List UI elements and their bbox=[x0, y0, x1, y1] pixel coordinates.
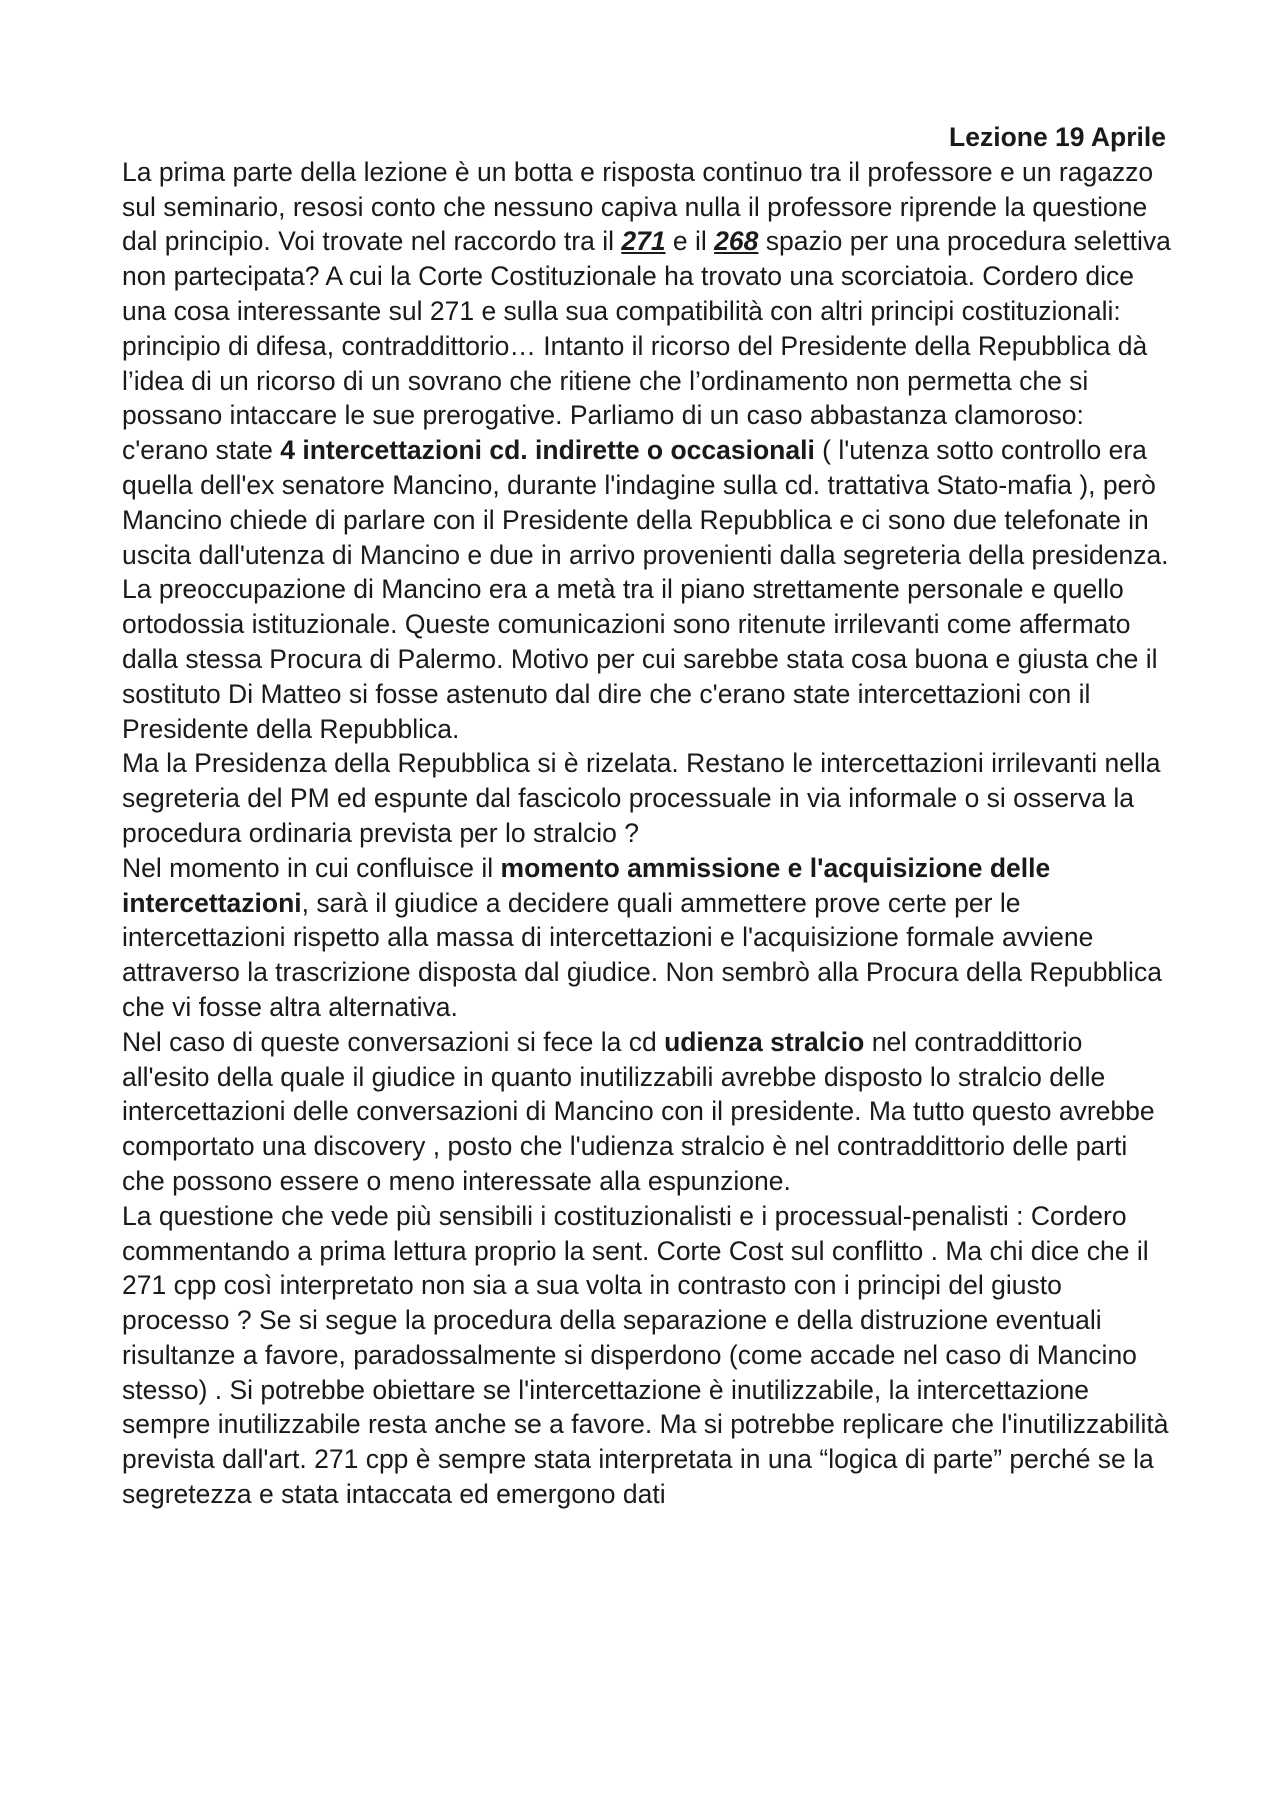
document-page bbox=[122, 120, 1172, 1512]
text-segment: Nel caso di queste conversazioni si fece la cd bbox=[122, 1026, 665, 1057]
bold-phrase: 4 intercettazioni cd. indirette o occasionali bbox=[280, 435, 815, 466]
text-segment: nel contraddittorio all'esito della quale il giudice in quanto inutilizzabili avrebbe disposto lo stralcio delle intercettazioni delle conversazioni di Mancino con il presidente. Ma tutto questo avrebbe comportato una discovery , posto che l'udienza stralcio è nel contraddittorio delle parti che possono essere o meno interessate alla espunzione. bbox=[122, 1026, 1155, 1196]
text-segment: La prima parte della lezione è un botta e risposta continuo tra il professore e un ragazzo sul seminario, resosi conto che nessuno capiva nulla il professore riprende la questione dal principio. Voi trovate nel raccordo tra il bbox=[122, 156, 1154, 257]
text-segment: Nel momento in cui confluisce il bbox=[122, 852, 501, 883]
text-segment: Ma la Presidenza della Repubblica si è rizelata. Restano le intercettazioni irrilevanti nella segreteria del PM ed espunte dal fascicolo processuale in via informale o si osserva la procedura ordinaria prevista per lo stralcio ? bbox=[122, 748, 1161, 848]
text-segment: ( l'utenza sotto controllo era quella dell'ex senatore Mancino, durante l'indagine sulla cd. trattativa Stato-mafia ), però Mancino chiede di parlare con il Presidente della Repubblica e ci sono due telefonate in uscita dall'utenza di Mancino e due in arrivo provenienti dalla segreteria della presidenza. La preoccupazione di Mancino era a metà tra il piano strettamente personale e quello ortodossia istituzionale. Queste comunicazioni sono ritenute irrilevanti come affermato dalla stessa Procura di Palermo. Motivo per cui sarebbe stata cosa buona e giusta che il sostituto Di Matteo si fosse astenuto dal dire che c'erano state intercettazioni con il Presidente della Repubblica. bbox=[122, 435, 1169, 744]
text-segment: e il bbox=[665, 226, 715, 257]
text-segment: La questione che vede più sensibili i costituzionalisti e i processual-penalisti : Cordero commentando a prima lettura proprio la sent. Corte Cost sul conflitto . Ma chi dice che il 271 cpp così interpretato non sia a sua volta in contrasto con i principi del giusto processo ? Se si segue la procedura della separazione e della distruzione eventuali risultanze a favore, paradossalmente si disperdono (come accade nel caso di Mancino stesso) . Si potrebbe obiettare se l'intercettazione è inutilizzabile, la intercettazione sempre inutilizzabile resta anche se a favore. Ma si potrebbe replicare che l'inutilizzabilità prevista dall'art. 271 cpp è sempre stata interpretata in una “logica di parte” perché se la segretezza e stata intaccata ed emergono dati bbox=[122, 1200, 1169, 1510]
text-segment: spazio per una procedura selettiva non partecipata? A cui la Corte Costituzionale ha trovato una scorciatoia. Cordero dice una cosa interessante sul 271 e sulla sua compatibilità con altri principi costituzionali: principio di difesa, contraddittorio… Intanto il ricorso del Presidente della Repubblica dà l’idea di un ricorso di un sovrano che ritiene che l’ordinamento non permetta che si possano intaccare le sue prerogative. Parliamo di un caso abbastanza clamoroso: c'erano state bbox=[122, 226, 1171, 466]
bold-phrase: momento ammissione e l'acquisizione delle intercettazioni bbox=[122, 852, 1051, 918]
text-segment: , sarà il giudice a decidere quali ammettere prove certe per le intercettazioni rispetto alla massa di intercettazioni e l'acquisizione formale avviene attraverso la trascrizione disposta dal giudice. Non sembrò alla Procura della Repubblica che vi fosse altra alternativa. bbox=[122, 887, 1162, 1022]
bold-phrase: udienza stralcio bbox=[664, 1026, 865, 1057]
paragraph bbox=[122, 1025, 1172, 1199]
paragraph bbox=[122, 851, 1172, 1025]
document-body bbox=[122, 155, 1172, 1512]
paragraph bbox=[122, 155, 1172, 747]
paragraph bbox=[122, 746, 1172, 850]
paragraph bbox=[122, 1199, 1172, 1512]
article-reference: 268 bbox=[714, 226, 759, 257]
document-title: Lezione 19 Aprile bbox=[949, 122, 1166, 152]
article-reference: 271 bbox=[621, 226, 666, 257]
